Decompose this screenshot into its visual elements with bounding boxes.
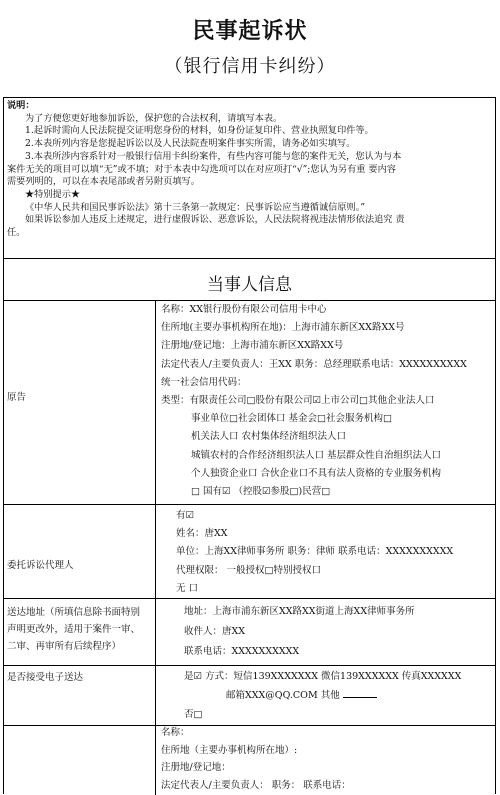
instruction-line: 需要列明的，可以在本表尾部或者另附页填写。 <box>7 176 200 188</box>
plaintiff-registered-address: 注册地/登记地：上海市浦东新区XX路XX号 <box>161 340 344 352</box>
service-address-info <box>184 602 500 662</box>
agent-unit: 单位：上海XX律师事务所 职务：律师 联系电话：XXXXXXXXXX <box>176 546 454 558</box>
instructions-block <box>7 100 493 240</box>
service-address-label-line: 送达地址（所填信息除书面特别 <box>7 607 141 618</box>
instruction-line: 2.本表所列内容是您提起诉讼以及人民法院查明案件事实所需，请务必如实填写。 <box>25 138 356 150</box>
plaintiff-ownership: □ 国有☑ （控股☑参股□)民营□ <box>191 486 331 498</box>
plaintiff-info <box>161 301 493 501</box>
service-address-label <box>7 604 152 655</box>
defendant-registered-address: 注册地/登记地： <box>161 762 231 773</box>
service-phone: 联系电话：XXXXXXXXXX <box>184 646 300 657</box>
plaintiff-type-option: 城镇农村的合作经济组织法人口 基层群众性自治组织法人口 <box>191 449 442 461</box>
email-other-blank <box>343 687 377 698</box>
service-address: 地址：上海市浦东新区XX路XX街道上海XX律师事务所 <box>184 606 415 617</box>
plaintiff-address: 住所地(主要办事机构所在地)：上海市浦东新区XX路XX号 <box>161 322 405 334</box>
service-address-label-line: 二审、再审所有后续程序） <box>7 641 122 652</box>
form-table <box>3 97 496 794</box>
column-divider <box>155 300 156 795</box>
row-divider <box>4 504 495 505</box>
service-address-label-line: 声明更改外，适用于案件一审、 <box>7 624 141 635</box>
defendant-address: 住所地（主要办事机构所在地）: <box>161 744 298 756</box>
agent-label: 委托诉讼代理人 <box>7 560 74 571</box>
special-notice-heading: ★特别提示★ <box>25 188 81 200</box>
agent-none: 无 口 <box>176 582 199 594</box>
agent-name: 姓名：唐XX <box>176 528 228 540</box>
agent-info <box>176 507 500 598</box>
agent-authority: 代理权限： 一般授权□特别授权口 <box>176 564 321 576</box>
instruction-line: 《中华人民共和国民事诉讼法》第十三条第一款规定：民事诉讼应当遵循诚信原则。” <box>25 201 366 213</box>
plaintiff-credit-code: 统一社会信用代码： <box>161 376 247 388</box>
document-title: 民事起诉状 <box>192 18 308 44</box>
e-service-info <box>184 667 500 724</box>
document-subtitle: （银行信用卡纠纷） <box>164 56 336 77</box>
defendant-info <box>161 724 493 794</box>
defendant-name: 名称： <box>161 727 190 738</box>
plaintiff-type-option: 机关法人口 农村集体经济组织法人口 <box>191 431 347 443</box>
plaintiff-type-option: 个人独资企业口 合伙企业口不具有法人资格的专业服务机构 <box>191 467 442 479</box>
instruction-line: 案件无关的项目可以填“无”或不填；对于本表中勾选项可以在对应项打“√”;您认为另有重 要内容 <box>7 163 396 175</box>
plaintiff-label: 原告 <box>7 392 27 403</box>
e-service-label: 是否接受电子送达 <box>7 672 84 683</box>
section-title: 当事人信息 <box>207 275 292 295</box>
instruction-line: 任。 <box>7 227 26 239</box>
e-service-email: 邮箱XXX@QQ.COM 其他 <box>226 690 340 701</box>
row-divider <box>4 665 495 666</box>
instructions-heading: 说明： <box>7 100 35 111</box>
plaintiff-representative: 法定代表人/主要负责人：王XX 职务：总经理联系电话：XXXXXXXXXX <box>161 358 467 370</box>
e-service-yes: 是☑ 方式：短信139XXXXXXX 微信139XXXXXX 传真XXXXXX <box>184 671 462 682</box>
plaintiff-type-option: 事业单位□社会团体口 基金会□社会服务机构□ <box>191 413 392 425</box>
row-divider <box>4 598 495 599</box>
instruction-line: 为了方便您更好地参加诉讼，保护您的合法权利，请填写本表。 <box>25 112 283 124</box>
instruction-line: 1.起诉时需向人民法院提交证明您身份的材料，如身份证复印件、营业执照复印件等。 <box>25 125 374 137</box>
service-recipient: 收件人：唐XX <box>184 626 246 637</box>
e-service-email-row <box>184 686 500 705</box>
e-service-no: 否□ <box>184 709 203 720</box>
agent-has: 有☑ <box>176 510 195 521</box>
defendant-representative: 法定代表人/主要负责人： 职务： 联系电话： <box>161 779 351 791</box>
plaintiff-name: 名称：XX银行股份有限公司信用卡中心 <box>161 304 327 315</box>
plaintiff-type: 类型：有限责任公司□股份有限公司☑上市公司□其他企业法人口 <box>161 395 435 407</box>
row-divider <box>4 258 495 259</box>
instruction-line: 如果诉讼参加人违反上述规定，进行虚假诉讼、恶意诉讼，人民法院将视违法情形依法追究 责 <box>25 214 405 226</box>
instruction-line: 3.本表所涉内容系针对一般银行信用卡纠纷案件，有些内容可能与您的案件无关，您认为与本 <box>25 150 402 162</box>
